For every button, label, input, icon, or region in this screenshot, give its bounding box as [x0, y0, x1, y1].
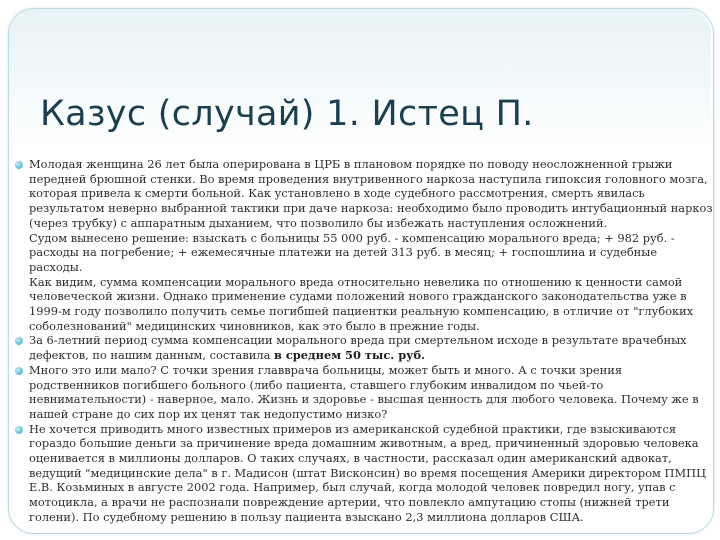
- court-decision: Судом вынесено решение: взыскать с больницы 55 000 руб. - компенсацию морального вреда; + 982 руб. - расходы на погребение; + ежемесячные платежи на детей 313 руб. в месяц; + госпошлина и судебные расходы.: [29, 230, 675, 274]
- american-practice-text: Не хочется приводить много известных примеров из американской судебной практики, где взыскиваются гораздо большие деньги за причинение вреда домашним животным, а вред, причиненный здоровью человека оценивается в миллионы долларов. О таких случаях, в частности, рассказал один американский адвокат, ведущий "медицинские дела" в г. Мадисон (штат Висконсин) во время посещения Америки директором ПМПЦ Е.В. Козьминых в августе 2002 года. Например, был случай, когда молодой человек повредил ногу, упав с мотоцикла, а врачи не распознали повреждение артерии, что повлекло ампутацию стопы (нижней трети голени). По судебному решению в пользу пациента взыскано 2,3 миллиона долларов США.: [29, 421, 706, 524]
- average-compensation-text: За 6-летний период сумма компенсации морального вреда при смертельном исходе в результате врачебных дефектов, по нашим данным, составила: [29, 333, 687, 363]
- list-item: [14, 363, 714, 422]
- compensation-analysis: Как видим, сумма компенсации морального вреда относительно невелика по отношению к ценности самой человеческой жизни. Однако применение судами положений нового гражданского законодательства уже в 1999-м году позволило получить семье погибшей пациентки реальную компенсацию, в отличие от "глубоких соболезнований" медицинских чиновников, как это было в прежние годы.: [29, 274, 694, 333]
- bullet-icon: [15, 367, 23, 375]
- bullet-icon: [15, 426, 23, 434]
- value-of-life-text: Много это или мало? С точки зрения главврача больницы, может быть и много. А с точки зрения родственников погибшего больного (либо пациента, ставшего глубоким инвалидом по чьей-то невнимательности) - наверное, мало. Жизнь и здоровье - высшая ценность для любого человека. Почему же в нашей стране до сих пор их ценят так недопустимо низко?: [29, 362, 699, 421]
- slide-title: Казус (случай) 1. Истец П.: [40, 94, 534, 134]
- content-list: [14, 157, 714, 525]
- average-compensation-value: в среднем 50 тыс. руб.: [273, 348, 426, 363]
- list-item: [14, 422, 714, 525]
- bullet-icon: [15, 337, 23, 345]
- case-description: Молодая женщина 26 лет была оперирована в ЦРБ в плановом порядке по поводу неосложненной грыжи передней брюшной стенки. Во время проведения внутривенного наркоза наступила гипоксия головного мозга, которая привела к смерти больной. Как установлено в ходе судебного рассмотрения, смерть явилась результатом неверно выбранной тактики при даче наркоза: необходимо было проводить интубационный наркоз (через трубку) с аппаратным дыханием, что позволило бы избежать наступления осложнений.: [29, 157, 713, 230]
- list-item: [14, 157, 714, 333]
- list-item: [14, 333, 714, 362]
- bullet-icon: [15, 161, 23, 169]
